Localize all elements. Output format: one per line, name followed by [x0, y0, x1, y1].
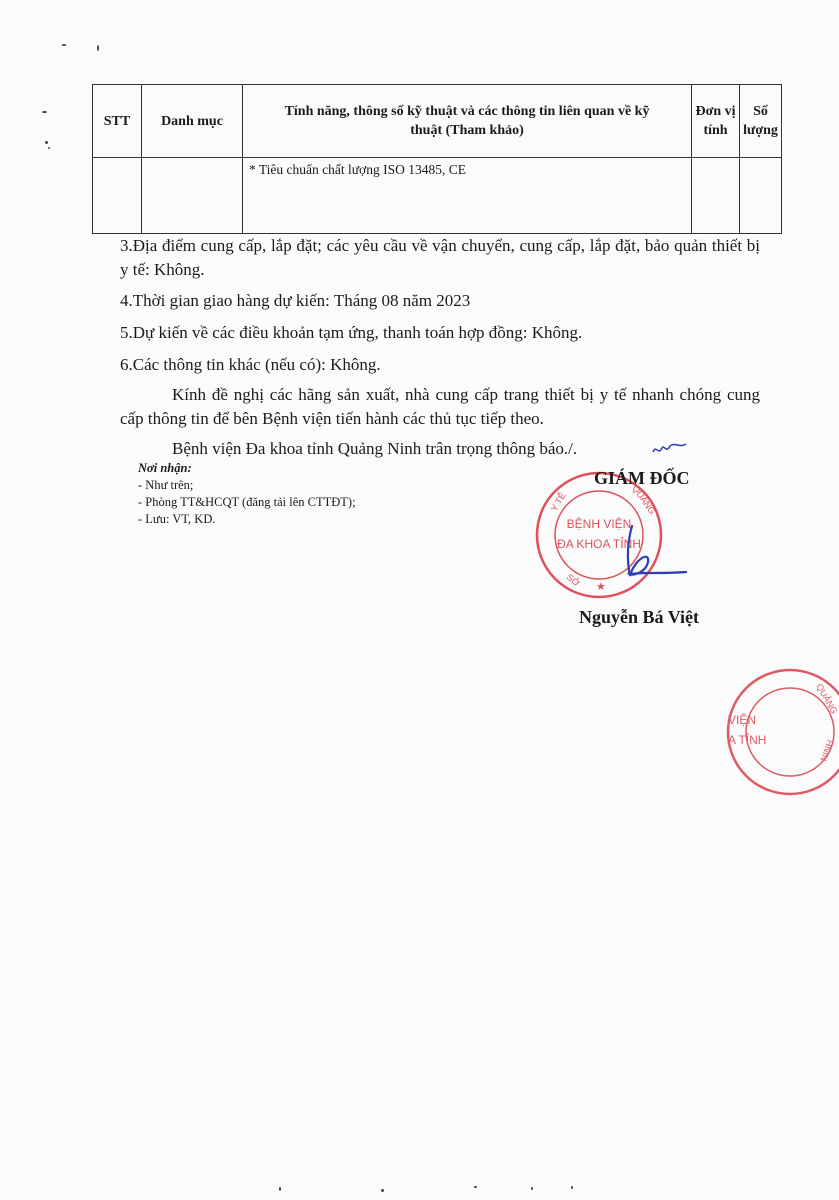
partial-stamp — [726, 664, 839, 800]
cell-stt — [93, 158, 142, 234]
table-header-row — [93, 85, 782, 158]
scan-speck — [48, 147, 50, 149]
partial-stamp-ring1: QUẢNG — [814, 682, 839, 716]
table-row — [93, 158, 782, 234]
cell-spec: * Tiêu chuẩn chất lượng ISO 13485, CE — [243, 158, 692, 234]
recipients-block — [138, 460, 356, 528]
recipient-item: - Phòng TT&HCQT (đăng tải lên CTTĐT); — [138, 495, 356, 509]
director-title: GIÁM ĐỐC — [594, 468, 690, 488]
header-spec: Tính năng, thông số kỹ thuật và các thông tin liên quan về kỹ thuật (Tham khảo) — [243, 85, 692, 158]
cell-category — [142, 158, 243, 234]
spec-table — [92, 84, 782, 234]
initials-mark — [650, 438, 690, 460]
cell-qty — [740, 158, 782, 234]
closing-line: Bệnh viện Đa khoa tỉnh Quảng Ninh trân trọng thông báo./. — [172, 439, 578, 458]
scan-speck — [531, 1187, 533, 1190]
item-6-other-info: 6.Các thông tin khác (nếu có): Không. — [120, 355, 381, 374]
recipients-title: Nơi nhận: — [138, 461, 192, 475]
scan-speck — [571, 1186, 573, 1189]
partial-stamp-line1: VIỆN — [728, 713, 757, 727]
item-4-delivery-time: 4.Thời gian giao hàng dự kiến: Tháng 08 năm 2023 — [120, 291, 471, 310]
scan-speck — [62, 44, 66, 46]
scan-speck — [97, 45, 99, 51]
partial-stamp-line2: A TỈNH — [728, 733, 767, 747]
handwritten-signature — [610, 520, 700, 590]
partial-stamp-ring2: NINH — [818, 738, 836, 763]
scan-speck — [42, 111, 47, 113]
signer-name: Nguyễn Bá Việt — [579, 607, 700, 627]
header-unit: Đơn vị tính — [692, 85, 740, 158]
stamp-ring-right: QUẢNG — [630, 483, 658, 517]
recipient-item: - Như trên; — [138, 478, 194, 492]
stamp-ring-left: Y TẾ — [549, 490, 568, 513]
header-category: Danh mục — [142, 85, 243, 158]
header-stt: STT — [93, 85, 142, 158]
cell-unit — [692, 158, 740, 234]
stamp-inner-line1: BỆNH VIỆN — [566, 517, 632, 531]
scan-speck — [279, 1187, 281, 1191]
scan-speck — [381, 1189, 384, 1192]
stamp-inner-line2: ĐA KHOA TỈNH — [557, 537, 641, 551]
scan-speck — [45, 141, 48, 144]
svg-text:★: ★ — [596, 580, 606, 593]
scan-speck — [474, 1186, 477, 1188]
header-qty: Số lượng — [740, 85, 782, 158]
request-paragraph: Kính đề nghị các hãng sản xuất, nhà cung cấp trang thiết bị y tế nhanh chóng cung cấp thông tin để bên Bệnh viện tiến hành các thủ tục tiếp theo. — [120, 385, 760, 428]
item-5-payment-terms: 5.Dự kiến về các điều khoản tạm ứng, thanh toán hợp đồng: Không. — [120, 323, 583, 342]
item-3-delivery-location: 3.Địa điểm cung cấp, lắp đặt; các yêu cầu về vận chuyển, cung cấp, lắp đặt, bảo quản thiết bị y tế: Không. — [120, 236, 760, 279]
recipient-item: - Lưu: VT, KD. — [138, 512, 216, 526]
stamp-ring-bottom: SỞ — [564, 571, 582, 589]
